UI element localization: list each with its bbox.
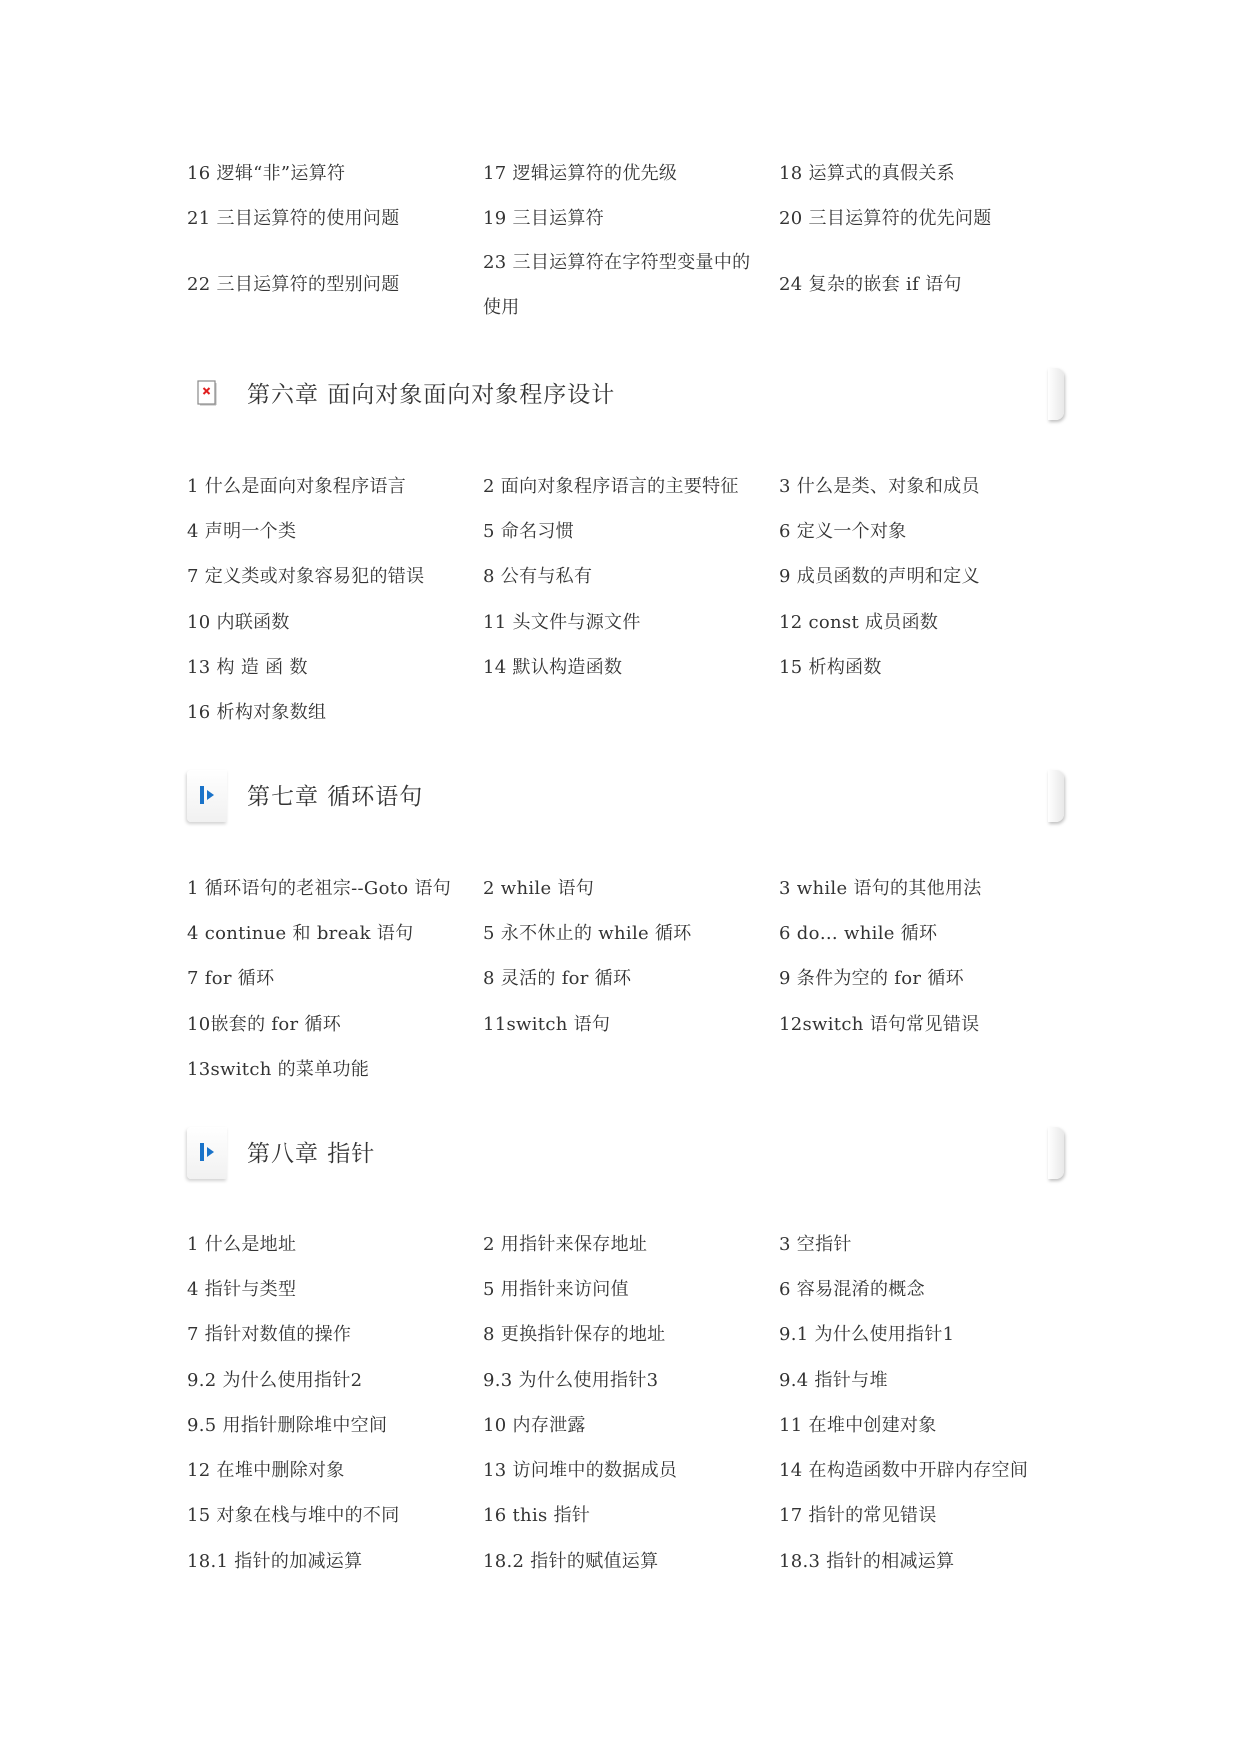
chapter-header-endcap bbox=[1048, 1127, 1064, 1179]
list-item[interactable]: 8 更换指针保存的地址 bbox=[483, 1324, 666, 1346]
list-item[interactable]: 11 在堆中创建对象 bbox=[779, 1414, 937, 1436]
list-item[interactable]: 9.4 指针与堆 bbox=[779, 1369, 888, 1391]
list-item[interactable]: 6 定义一个对象 bbox=[779, 520, 907, 542]
list-item[interactable]: 18 运算式的真假关系 bbox=[779, 162, 955, 184]
chapter-6-header[interactable] bbox=[187, 368, 1064, 424]
list-item[interactable]: 23 三目运算符在字符型变量中的使用 bbox=[483, 251, 751, 318]
chapter-tab bbox=[187, 368, 227, 420]
list-item[interactable]: 14 默认构造函数 bbox=[483, 656, 623, 678]
list-item[interactable]: 13 构 造 函 数 bbox=[187, 656, 308, 678]
list-item[interactable]: 3 空指针 bbox=[779, 1233, 852, 1255]
list-item[interactable]: 9.5 用指针删除堆中空间 bbox=[187, 1414, 388, 1436]
chapter-8-header[interactable] bbox=[187, 1127, 1064, 1183]
list-item[interactable]: 18.2 指针的赋值运算 bbox=[483, 1550, 659, 1572]
chapter-tab bbox=[187, 1127, 227, 1179]
list-item[interactable]: 14 在构造函数中开辟内存空间 bbox=[779, 1460, 1029, 1482]
chapter-title: 第八章 指针 bbox=[247, 1141, 376, 1167]
list-item[interactable]: 9.1 为什么使用指针1 bbox=[779, 1324, 955, 1346]
list-item[interactable]: 16 逻辑“非”运算符 bbox=[187, 162, 346, 184]
list-item[interactable]: 12 const 成员函数 bbox=[779, 611, 939, 633]
list-item[interactable]: 20 三目运算符的优先问题 bbox=[779, 207, 992, 229]
list-item[interactable]: 9.3 为什么使用指针3 bbox=[483, 1369, 659, 1391]
list-item[interactable]: 3 while 语句的其他用法 bbox=[779, 877, 982, 899]
list-item[interactable]: 16 析构对象数组 bbox=[187, 702, 327, 724]
list-item[interactable]: 1 什么是地址 bbox=[187, 1233, 297, 1255]
list-item[interactable]: 10嵌套的 for 循环 bbox=[187, 1013, 342, 1035]
list-item[interactable]: 24 复杂的嵌套 if 语句 bbox=[779, 274, 962, 296]
chapter-title: 第七章 循环语句 bbox=[247, 784, 424, 810]
chapter-tab bbox=[187, 770, 227, 822]
list-item[interactable]: 21 三目运算符的使用问题 bbox=[187, 207, 400, 229]
list-item[interactable]: 13 访问堆中的数据成员 bbox=[483, 1460, 678, 1482]
list-item[interactable]: 6 容易混淆的概念 bbox=[779, 1278, 925, 1300]
list-item[interactable]: 5 命名习惯 bbox=[483, 520, 574, 542]
list-item[interactable]: 15 析构函数 bbox=[779, 656, 882, 678]
list-item[interactable]: 2 用指针来保存地址 bbox=[483, 1233, 648, 1255]
list-item[interactable]: 19 三目运算符 bbox=[483, 207, 605, 229]
play-icon bbox=[197, 1139, 217, 1165]
list-item[interactable]: 17 逻辑运算符的优先级 bbox=[483, 162, 678, 184]
list-item[interactable]: 12switch 语句常见错误 bbox=[779, 1013, 980, 1035]
list-item[interactable]: 16 this 指针 bbox=[483, 1505, 591, 1527]
broken-image-icon bbox=[197, 380, 217, 406]
list-item[interactable]: 5 永不休止的 while 循环 bbox=[483, 922, 692, 944]
chapter-8-items bbox=[187, 1220, 1057, 1582]
chapter-title: 第六章 面向对象面向对象程序设计 bbox=[247, 382, 616, 408]
list-item[interactable]: 13switch 的菜单功能 bbox=[187, 1058, 370, 1080]
list-item[interactable]: 4 声明一个类 bbox=[187, 520, 297, 542]
list-item[interactable]: 15 对象在栈与堆中的不同 bbox=[187, 1505, 400, 1527]
list-item[interactable]: 11 头文件与源文件 bbox=[483, 611, 641, 633]
list-item[interactable]: 17 指针的常见错误 bbox=[779, 1505, 937, 1527]
list-item[interactable]: 2 while 语句 bbox=[483, 877, 595, 899]
chapter-7-header[interactable] bbox=[187, 770, 1064, 826]
list-item[interactable]: 1 循环语句的老祖宗--Goto 语句 bbox=[187, 877, 452, 899]
list-item[interactable]: 2 面向对象程序语言的主要特征 bbox=[483, 475, 739, 497]
chapter-7-items bbox=[187, 864, 1057, 1090]
list-item[interactable]: 7 指针对数值的操作 bbox=[187, 1324, 352, 1346]
list-item[interactable]: 9 条件为空的 for 循环 bbox=[779, 968, 964, 990]
list-item[interactable]: 18.1 指针的加减运算 bbox=[187, 1550, 363, 1572]
list-item[interactable]: 8 灵活的 for 循环 bbox=[483, 968, 632, 990]
list-item[interactable]: 10 内存泄露 bbox=[483, 1414, 586, 1436]
list-item[interactable]: 9.2 为什么使用指针2 bbox=[187, 1369, 363, 1391]
list-item[interactable]: 8 公有与私有 bbox=[483, 566, 593, 588]
list-item[interactable]: 5 用指针来访问值 bbox=[483, 1278, 629, 1300]
list-item[interactable]: 10 内联函数 bbox=[187, 611, 290, 633]
list-item[interactable]: 7 for 循环 bbox=[187, 968, 275, 990]
list-item[interactable]: 4 continue 和 break 语句 bbox=[187, 922, 414, 944]
chapter-6-items bbox=[187, 462, 1057, 734]
list-item[interactable]: 12 在堆中删除对象 bbox=[187, 1460, 345, 1482]
list-item[interactable]: 1 什么是面向对象程序语言 bbox=[187, 475, 407, 497]
chapter-header-endcap bbox=[1048, 368, 1064, 420]
list-item[interactable]: 11switch 语句 bbox=[483, 1013, 611, 1035]
list-item[interactable]: 18.3 指针的相减运算 bbox=[779, 1550, 955, 1572]
play-icon bbox=[197, 782, 217, 808]
section5-items bbox=[187, 149, 1057, 330]
chapter-header-endcap bbox=[1048, 770, 1064, 822]
list-item[interactable]: 6 do… while 循环 bbox=[779, 922, 938, 944]
list-item[interactable]: 4 指针与类型 bbox=[187, 1278, 297, 1300]
list-item[interactable]: 7 定义类或对象容易犯的错误 bbox=[187, 566, 425, 588]
list-item[interactable]: 9 成员函数的声明和定义 bbox=[779, 566, 980, 588]
list-item[interactable]: 22 三目运算符的型别问题 bbox=[187, 274, 400, 296]
list-item[interactable]: 3 什么是类、对象和成员 bbox=[779, 475, 980, 497]
